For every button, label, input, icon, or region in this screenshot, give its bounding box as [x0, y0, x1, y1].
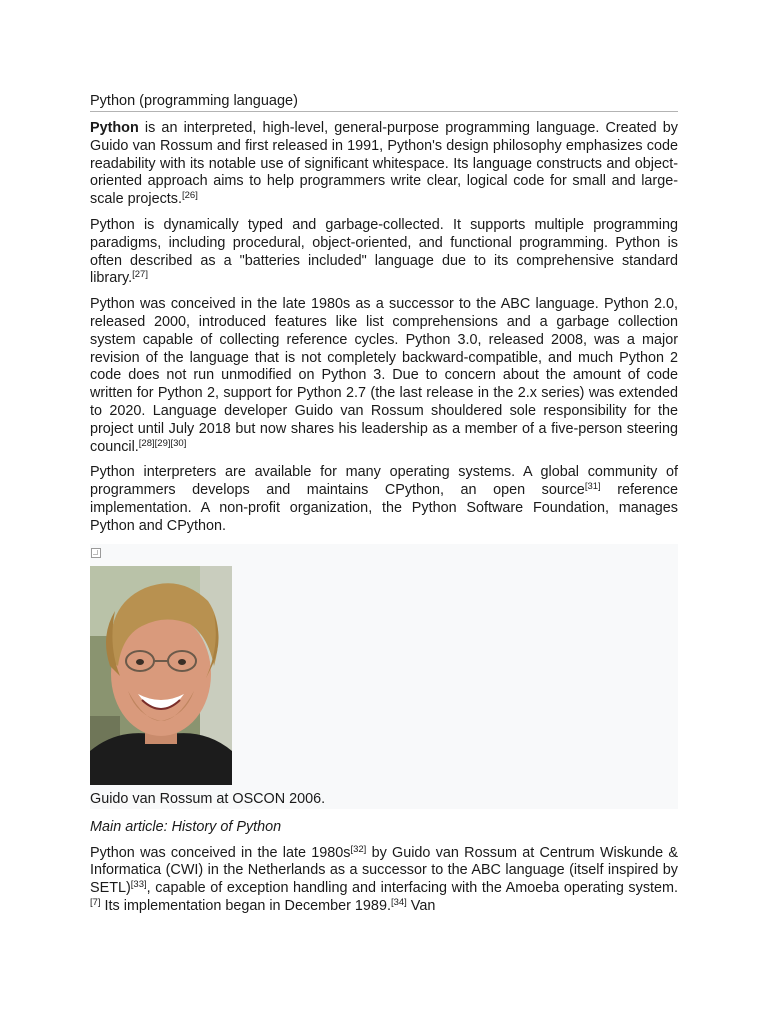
paragraph-text: reference implementation. A non-profit organization, the Python Software Foundation, manages Python and CPython.	[90, 482, 678, 534]
main-article-hatnote[interactable]: Main article: History of Python	[90, 818, 282, 835]
page-title: Python (programming language)	[90, 92, 678, 112]
paragraph-intro	[90, 120, 678, 209]
paragraph-text: Van	[406, 897, 436, 914]
citation-ref[interactable]: [33]	[130, 879, 147, 891]
paragraph-interpreters	[90, 464, 678, 535]
citation-ref[interactable]: [34]	[390, 896, 407, 908]
paragraph-text: Python is dynamically typed and garbage-collected. It supports multiple programming paradigms, including procedural, object-oriented, and functional programming. Python is often described as a "batteries included" language due to its comprehensive standard library.	[90, 216, 678, 287]
citation-ref[interactable]: [32]	[350, 843, 367, 855]
article-body	[90, 92, 678, 924]
portrait-illustration	[90, 566, 232, 785]
figure-box	[90, 544, 678, 809]
citation-ref[interactable]: [28][29][30]	[138, 437, 187, 449]
paragraph-text: by Guido van Rossum at Centrum Wiskunde & Informatica (CWI) in the Netherlands as a successor to the ABC language (itself inspired by SETL)	[90, 844, 678, 897]
citation-ref[interactable]: [27]	[132, 269, 148, 281]
citation-ref[interactable]: [26]	[181, 190, 198, 202]
paragraph-text: , capable of exception handling and interfacing with the Amoeba operating system.	[146, 880, 678, 897]
paragraph-history	[90, 845, 678, 916]
paragraph-text: Its implementation began in December 1989.	[100, 897, 391, 914]
lead-term: Python	[90, 120, 139, 136]
paragraph-history-summary	[90, 296, 678, 456]
portrait-photo[interactable]	[90, 566, 232, 785]
citation-ref[interactable]: [7]	[90, 896, 101, 908]
paragraph-text: Python was conceived in the late 1980s as a successor to the ABC language. Python 2.0, released 2000, introduced features like list comprehensions and a garbage collection system capable of collecting reference cycles. Python 3.0, released 2008, was a major revision of the language that is not completely backward-compatible, and much Python 2 code does not run unmodified on Python 3. Due to concern about the amount of code written for Python 2, support for Python 2.7 (the last release in the 2.x series) was extended to 2020. Language developer Guido van Rossum shouldered sole responsibility for the project until July 2018 but now shares his leadership as a member of a five-person steering council.	[90, 296, 678, 455]
paragraph-text: Python was conceived in the late 1980s	[90, 844, 351, 861]
citation-ref[interactable]: [31]	[584, 481, 601, 493]
paragraph-typing	[90, 217, 678, 288]
figure-caption: Guido van Rossum at OSCON 2006.	[90, 790, 326, 807]
broken-image-icon	[91, 548, 101, 558]
paragraph-text: Python interpreters are available for many operating systems. A global community of programmers develops and maintains CPython, an open source	[90, 464, 678, 499]
paragraph-text: is an interpreted, high-level, general-purpose programming language. Created by Guido van Rossum and first released in 1991, Python's design philosophy emphasizes code readability with its notable use of significant whitespace. Its language constructs and object-oriented approach aims to help programmers write clear, logical code for small and large-scale projects.	[90, 120, 678, 208]
